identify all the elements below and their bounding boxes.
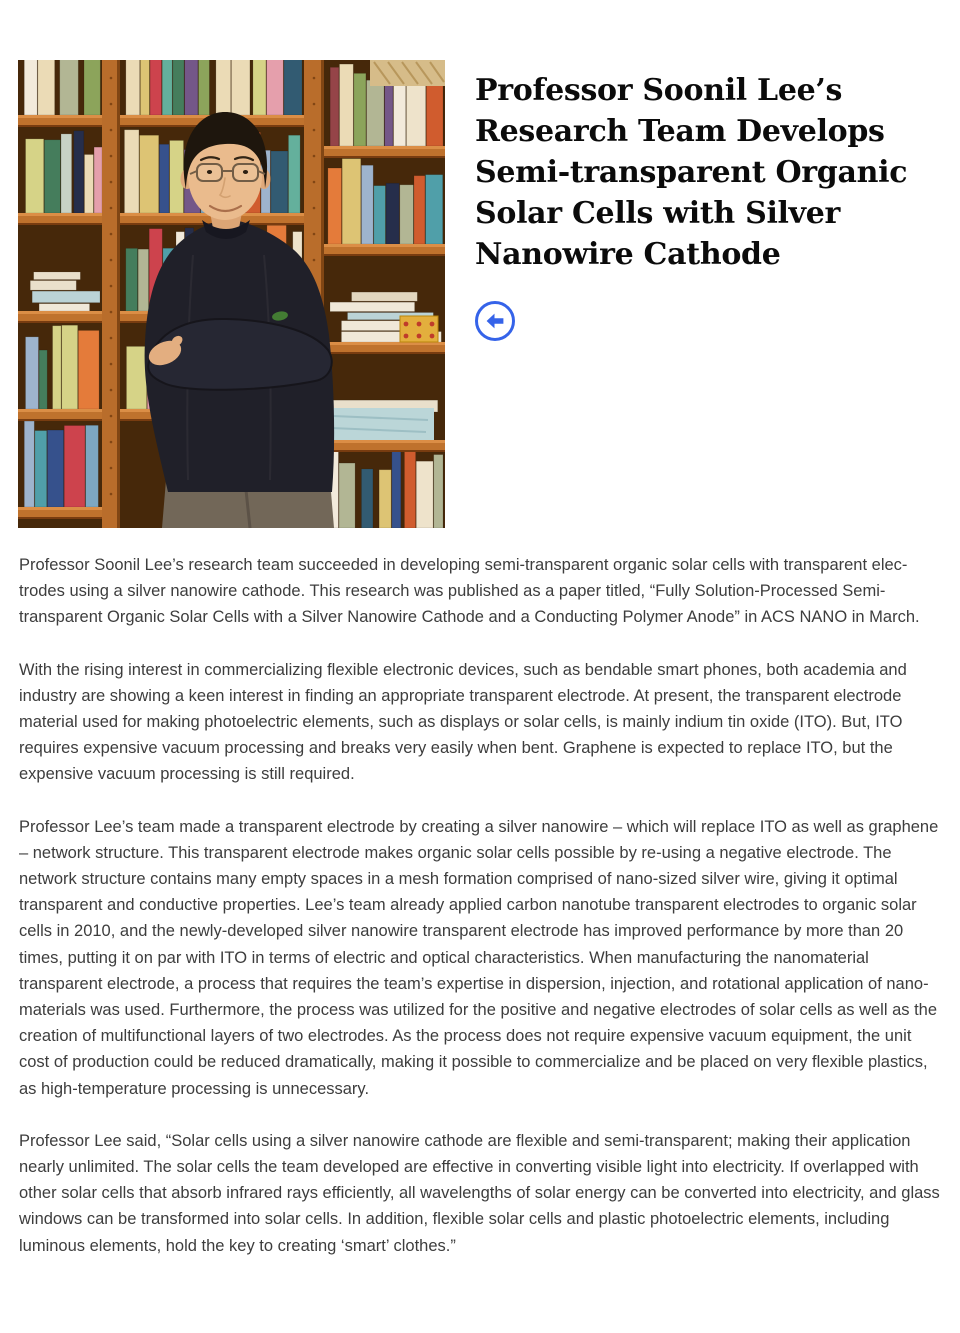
page-title: Professor Soonil Lee’s Research Team Develops Semi-transparent Organic Solar Cells with Silver Nanowire Cathode [475,73,908,272]
paragraph-2: With the rising interest in commercializing flexible electronic devices, such as bendable smart phones, both academia and industry are showing a keen interest in finding an appropriate transparent electrode. At present, the transparent electrode material used for making photoelectric elements, such as displays or solar cells, is mainly indium tin oxide (ITO). But, ITO requires expensive vacuum processing and breaks very easily when bent. Graphene is expected to replace ITO, but the expensive vacuum processing is still required. [19,660,907,784]
article-body [0,528,960,1307]
professor-photo-illustration [18,60,445,528]
back-button[interactable] [475,301,515,341]
professor-photo [18,60,445,528]
paragraph-3: Professor Lee’s team made a transparent electrode by creating a silver nanowire – which will replace ITO as well as graphene – network structure. This transparent electrode makes organic solar cells possible by re-using a negative electrode. The network structure contains many empty spaces in a mesh formation comprised of nano-sized silver wire, giving it optimal transparent and conductive properties. Lee’s team already applied carbon nanotube transparent electrodes to organic solar cells in 2010, and the newly-developed silver nanowire transparent electrode has improved performance by more than 20 times, putting it on par with ITO in terms of electric and optical characteristics. When manufacturing the nanomaterial transparent electrode, a process that requires the team’s expertise in dispersion, injection, and rotational application of nano-materials was used. Furthermore, the process was utilized for the positive and negative electrodes of solar cells as well as the creation of multifunctional layers of two electrodes. As the process does not require expensive vacuum equipment, the unit cost of production could be reduced dramatically, making it possible to commercialize and be placed on very flexible plastics, as high-temperature processing is unnecessary. [19,817,939,1098]
paragraph-1: Professor Soonil Lee’s research team succeeded in developing semi-transparent organic solar cells with transparent electrodes using a silver nanowire cathode. This research was published as a paper titled, “Fully Solution-Processed Semi-transparent Organic Solar Cells with a Silver Nanowire Cathode and a Conducting Polymer Anode” in ACS NANO in March. [19,556,920,627]
paragraph-4: Professor Lee said, “Solar cells using a silver nanowire cathode are flexible and semi-transparent; making their application nearly unlimited. The solar cells the team developed are effective in converting visible light into electricity. If overlapped with other solar cells that absorb infrared rays efficiently, all wavelengths of solar energy can be converted into electricity, and glass windows can be transformed into solar cells. In addition, flexible solar cells and plastic photoelectric elements, including luminous elements, hold the key to creating ‘smart’ clothes.” [19,1131,940,1255]
article-header [0,0,960,528]
arrow-left-icon [483,309,507,333]
header-text-column [475,60,947,528]
